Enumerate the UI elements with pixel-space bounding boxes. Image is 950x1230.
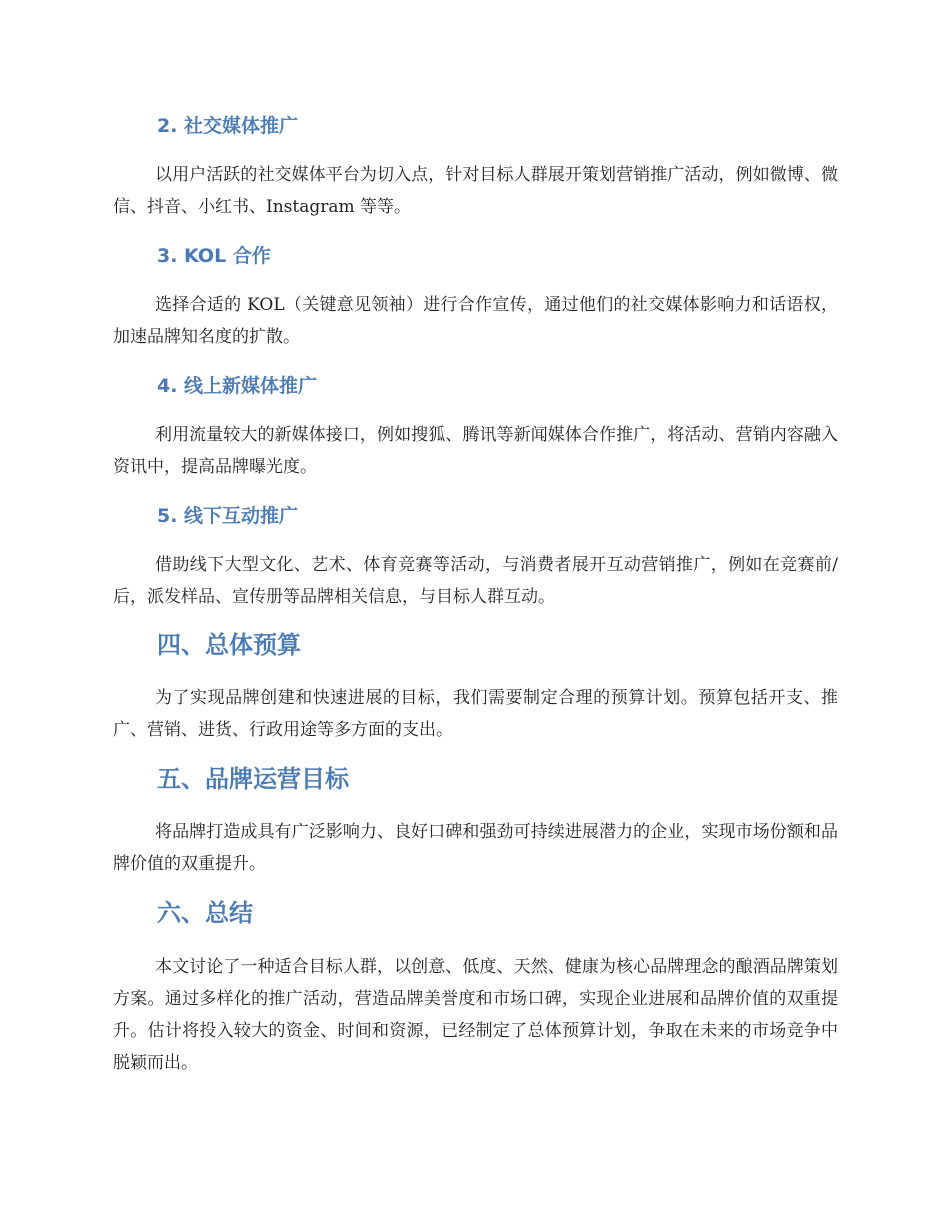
paragraph-social-media: 以用户活跃的社交媒体平台为切入点，针对目标人群展开策划营销推广活动，例如微博、微信、抖音、小红书、Instagram 等等。 (113, 165, 838, 217)
paragraph-budget: 为了实现品牌创建和快速进展的目标，我们需要制定合理的预算计划。预算包括开支、推广、营销、进货、行政用途等多方面的支出。 (113, 688, 838, 740)
paragraph-offline: 借助线下大型文化、艺术、体育竞赛等活动，与消费者展开互动营销推广，例如在竞赛前/后，派发样品、宣传册等品牌相关信息，与目标人群互动。 (113, 555, 838, 607)
heading-budget: 四、总体预算 (157, 631, 301, 659)
heading-operation-goal: 五、品牌运营目标 (157, 765, 349, 793)
heading-social-media: 2. 社交媒体推广 (157, 115, 299, 137)
paragraph-summary: 本文讨论了一种适合目标人群，以创意、低度、天然、健康为核心品牌理念的酿酒品牌策划方案。通过多样化的推广活动，营造品牌美誉度和市场口碑，实现企业进展和品牌价值的双重提升。估计将投入较大的资金、时间和资源，已经制定了总体预算计划，争取在未来的市场竞争中脱颖而出。 (113, 957, 838, 1073)
heading-summary: 六、总结 (157, 899, 253, 927)
heading-kol: 3. KOL 合作 (157, 245, 271, 267)
heading-offline: 5. 线下互动推广 (157, 505, 299, 527)
paragraph-kol: 选择合适的 KOL（关键意见领袖）进行合作宣传，通过他们的社交媒体影响力和话语权，加速品牌知名度的扩散。 (113, 295, 838, 347)
paragraph-operation-goal: 将品牌打造成具有广泛影响力、良好口碑和强劲可持续进展潜力的企业，实现市场份额和品牌价值的双重提升。 (113, 822, 838, 874)
heading-online-media: 4. 线上新媒体推广 (157, 375, 318, 397)
paragraph-online-media: 利用流量较大的新媒体接口，例如搜狐、腾讯等新闻媒体合作推广，将活动、营销内容融入资讯中，提高品牌曝光度。 (113, 425, 838, 477)
